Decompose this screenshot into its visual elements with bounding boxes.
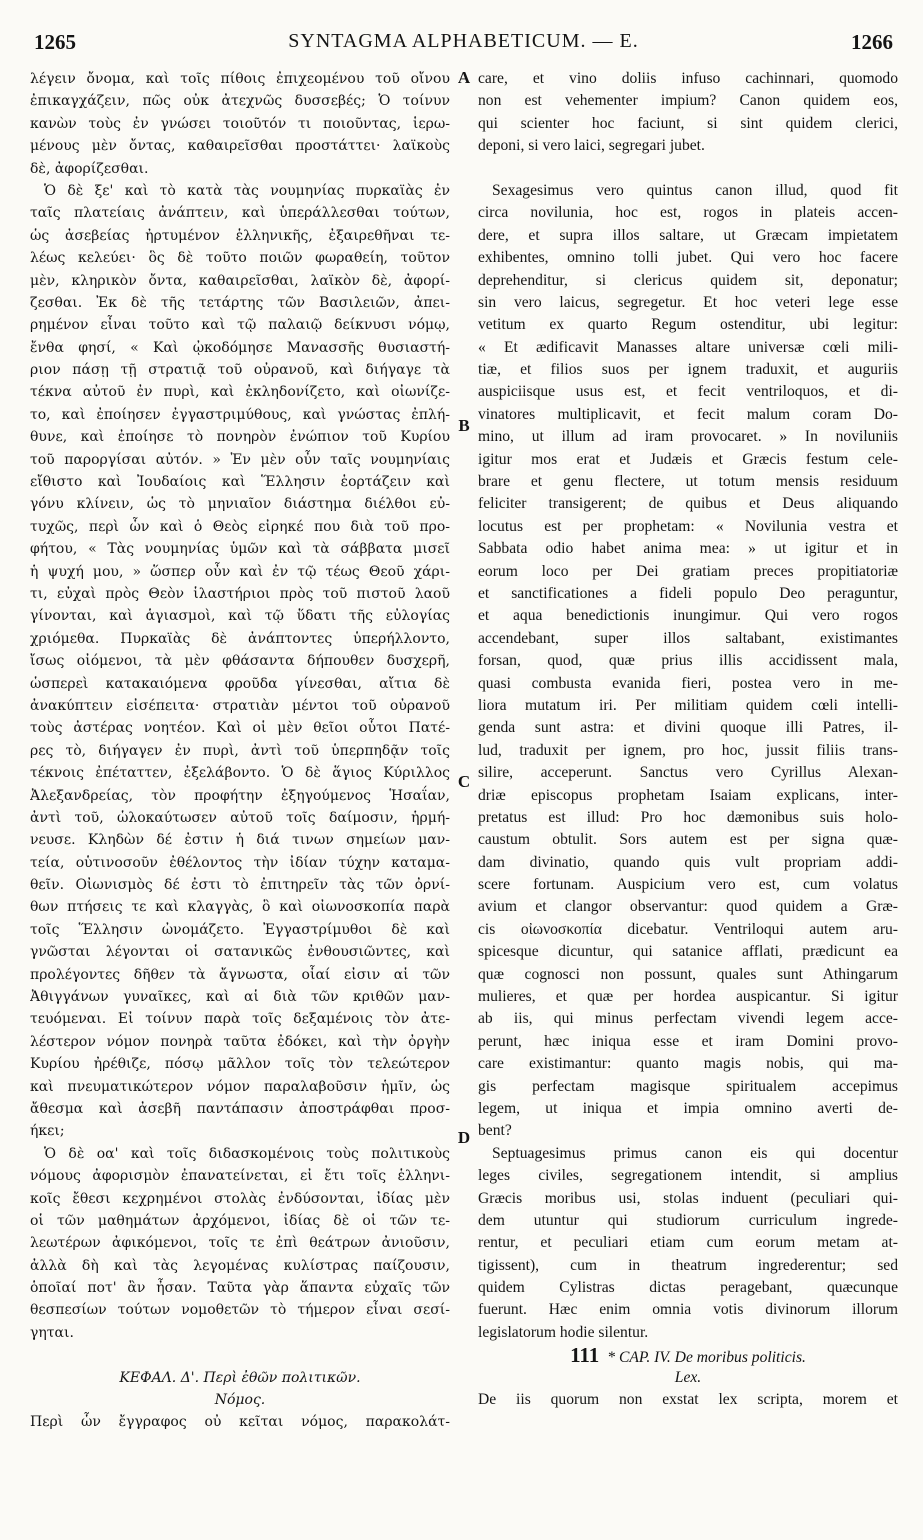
latin-chapter-heading — [478, 1344, 898, 1366]
latin-law-heading: Lex. — [674, 1368, 702, 1386]
latin-text-line: dam divinatio, quando quis vult propriam addi- — [478, 853, 898, 871]
latin-text-line: vetitum ex quarto Regum ostenditur, ubi legitur: — [478, 316, 898, 334]
latin-text-line: bent? — [478, 1122, 512, 1140]
margin-marker-a: A — [457, 68, 471, 87]
latin-text-line: brare et genu flectere, ut totum mensis residuum — [478, 473, 898, 491]
latin-text-line: scere fortunam. Auspicium vero est, cum volatus — [478, 876, 898, 894]
greek-text-line: ἐπικαγχάζειν, πῶς οὐκ ἀτεχνῶς δυσσεβές; Ὁ τοίνυν — [30, 93, 450, 110]
greek-text-line: μὲν, κληρικὸν ὄντα, καθαιρεῖσθαι, λαϊκὸν δὲ, ἀφορί- — [30, 272, 450, 289]
greek-law-heading: Νόμος. — [214, 1392, 266, 1409]
greek-text-line: ὁποῖαί ποτ' ἂν ἦσαν. Ταῦτα γὰρ ἅπαντα εὐχαῖς τῶν — [30, 1280, 450, 1297]
latin-text-line: Sexagesimus vero quintus canon illud, quod fit — [492, 181, 898, 199]
latin-text-line: quæ cognosci non possunt, quales sunt Athingarum — [478, 965, 898, 983]
greek-text-line: δὲ, ἀφορίζεσθαι. — [30, 160, 149, 177]
latin-text-line: tiæ, et filios suos per ignem traduxit, et auguriis — [478, 361, 898, 379]
greek-text-line: τοὺς ἀστέρας νοητέον. Καὶ οἱ μὲν θεῖοι οὗτοι Πατέ- — [30, 720, 450, 737]
greek-text-line: ταῖς πλατείαις ἀνάπτειν, καὶ ὑπεράλλεσθαι τούτων, — [30, 205, 450, 222]
latin-text-line: mino, ut illum ad iram provocaret. » In noviluniis — [478, 428, 898, 446]
chapter-number: 111 — [570, 1343, 600, 1368]
greek-text-line: ἡ ψυχή μου, » ὥσπερ οὖν καὶ ἐν τῷ τέως Θεοῦ χάρι- — [30, 563, 450, 580]
greek-text-line: καὶ πνευματικώτερον νόμον παραλαβοῦσιν ἡμῖν, ὡς — [30, 1078, 450, 1095]
greek-text-line: γηται. — [30, 1324, 74, 1341]
greek-text-line: ἴσως οἰόμενοι, τὰ μὲν φθάσαντα δήπουθεν δυσχερῆ, — [30, 653, 450, 670]
greek-text-line: κοῖς ἔθεσι κεχρημένοι στολὰς ἐνδύσονται, ἰδίας μὲν — [30, 1190, 450, 1207]
greek-text-line: γόνυ κλίνειν, ὡς τὸ μηνιαῖον διάστημα διέλθοι εὐ- — [30, 496, 450, 513]
page-number-right: 1266 — [851, 30, 893, 54]
latin-text-line: rentur, et peculiari etiam cum eorum metam at- — [478, 1234, 898, 1252]
latin-text-line: accendebant, super illos saltabant, existimantes — [478, 629, 898, 647]
greek-text-line: τέκνοις ἐπέταττεν, ἐξελάβοντο. Ὁ δὲ ἅγιος Κύριλλος — [30, 765, 450, 782]
latin-heading-text: * CAP. IV. De moribus politicis. — [607, 1349, 806, 1367]
greek-text-line: ἔνθα φησί, « Καὶ ᾠκοδόμησε Μανασσῆς θυσιαστή- — [30, 339, 450, 356]
latin-text-line: et aqua benedictionis inungimur. Qui vero rogos — [478, 607, 898, 625]
greek-text-line: εἴθιστο καὶ Ἰουδαίοις καὶ Ἕλλησιν ἑορτάζειν καὶ — [30, 474, 450, 491]
greek-chapter-heading: ΚΕΦΑΛ. Δ'. Περὶ ἐθῶν πολιτικῶν. — [119, 1369, 361, 1386]
latin-text-line: pretatus est illud: Pro hoc dæmonibus suis holo- — [478, 808, 898, 826]
margin-marker-b: B — [458, 416, 470, 435]
latin-text-line: deprehenditur, si clericus quidem sit, deponatur; — [478, 271, 898, 289]
greek-text-line: Ἀθιγγάνων γυναῖκες, καὶ αἱ διὰ τῶν κριθῶν μαν- — [30, 989, 450, 1006]
greek-text-line: τοῖς Ἕλλησιν ὠνομάζετο. Ἐγγαστρίμυθοι δὲ καὶ — [30, 921, 450, 938]
greek-text-line: λέγειν ὄνομα, καὶ τοῖς πίθοις ἐπιχεομένου τοῦ οἴνου — [30, 71, 450, 87]
margin-marker-c: C — [457, 772, 471, 791]
latin-text-line: igitur mos erat et Judæis et Græcis festum cele- — [478, 450, 898, 468]
greek-text-line: ζεσθαι. Ἐκ δὲ τῆς τετάρτης τῶν Βασιλειῶν, ἀπει- — [30, 294, 450, 311]
greek-text-line: τι, εὐχαὶ πρὸς Θεὸν ἱλαστήριοι πρὸς τοῦ πιστοῦ λαοῦ — [30, 585, 450, 602]
greek-text-line: το, καὶ ἐποίησεν ἐγγαστριμύθους, καὶ γνώστας ἐπλή- — [30, 406, 450, 423]
greek-text-line: ὡς ἀσεβείας ἠρτυμένον ἑλληνικῆς, ἐξαιρεθῆναι τε- — [30, 227, 450, 244]
latin-text-line: et sanctificationes a fideli populo Deo peraguntur, — [478, 584, 898, 602]
latin-text-line: De iis quorum non exstat lex scripta, morem et — [478, 1391, 898, 1409]
latin-text-line: fuerunt. Hæc enim omnia votis divinorum illorum — [478, 1301, 898, 1319]
latin-text-line: legislatorum hodie silentur. — [478, 1323, 649, 1341]
page-number-left: 1265 — [34, 30, 76, 54]
greek-text-line: ἄθεσμα καὶ ἀσεβῆ παντάπασιν ἀποστράφθαι προσ- — [30, 1100, 450, 1117]
latin-text-line: avium et clangor observantur: quod quidem a Græ- — [478, 898, 898, 916]
latin-text-line: caustum obtulit. Sors autem est per signa quæ- — [478, 831, 898, 849]
latin-text-line: Septuagesimus primus canon eis qui docentur — [492, 1144, 898, 1162]
latin-text-line: qui scienter hoc faciunt, si sint quidem clerici, — [478, 114, 898, 132]
latin-text-line: vinatores multiplicavit, et fecit malum coram Do- — [478, 405, 898, 423]
latin-text-line: dere, et supra illos saltare, ut Græcam impietatem — [478, 226, 898, 244]
latin-text-line: circa novilunia, hoc est, rogos in plateis accen- — [478, 204, 898, 222]
greek-text-line: ἀντὶ τοῦ, ὡλοκαύτωσεν αὐτοῦ τοῖς δαίμοσιν, ἡρμή- — [30, 809, 450, 826]
latin-text-line: « Et ædificavit Manasses altare universæ cœli mili- — [478, 338, 898, 356]
greek-text-line: νευσε. Κληδὼν δέ ἐστιν ἡ διά τινων σημείων μαν- — [30, 832, 450, 849]
latin-text-line: locutus est per prophetam: « Novilunia vestra et — [478, 517, 898, 535]
latin-text-line: deponi, si vero laici, segregari jubet. — [478, 137, 705, 155]
greek-column — [30, 68, 450, 1526]
latin-text-line: ab iis, qui minus perfectam vivendi legem acce- — [478, 1010, 898, 1028]
greek-text-line: οἱ τῶν μαθημάτων ἀρχόμενοι, ἰδίας δὲ οἱ τῶν τε- — [30, 1212, 450, 1229]
greek-text-line: θυνε, καὶ ἐποίησε τὸ πονηρὸν ἐνώπιον τοῦ Κυρίου — [30, 429, 450, 446]
greek-text-line: φήτου, « Τὰς νουμηνίας ὑμῶν καὶ τὰ σάββατα μισεῖ — [30, 541, 450, 558]
latin-text-line: driæ episcopus prophetam Isaiam explicans, inter- — [478, 786, 898, 804]
paragraph-gap — [30, 1344, 450, 1366]
greek-text-line: λέστερον νόμον πονηρὰ ταῦτα ἐδόκει, καὶ τὴν ὀργὴν — [30, 1033, 450, 1050]
latin-text-line: leges civiles, segregationem intendit, si amplius — [478, 1167, 898, 1185]
greek-text-line: ἀλλὰ δὴ καὶ τὰς λεγομένας κυλίστρας παίζουσιν, — [30, 1257, 450, 1274]
latin-text-line: exhibentes, omnino tolli jubet. Qui vero hoc facere — [478, 249, 898, 267]
greek-text-line: Ὁ δὲ οα' καὶ τοῖς διδασκομένοις τοὺς πολιτικοὺς — [44, 1145, 450, 1162]
latin-text-line: sin vero laicus, segregetur. Et hoc veteri lege esse — [478, 293, 898, 311]
greek-text-line: θων πτήσεις τε καὶ κλαγγὰς, ὃ καὶ οἰωνοσκοπία παρὰ — [30, 899, 450, 916]
greek-text-line: γίνονται, καὶ ἁγιασμοὶ, καὶ τῷ ὕδατι τῆς εὐλογίας — [30, 608, 450, 625]
latin-text-line: spicesque dicuntur, qui satanice afflati, prædicunt ea — [478, 943, 898, 961]
greek-text-line: ήκει; — [30, 1123, 65, 1140]
greek-text-line: γνῶσται λέγονται οἱ σατανικῶς ἐνθουσιῶντες, καὶ — [30, 944, 450, 961]
greek-text-line: τοῦ παροργίσαι αὐτόν. » Ἐν μὲν οὖν ταῖς νουμηνίαις — [30, 451, 450, 468]
latin-text-line: forsan, quod, quæ prius illis accidissent mala, — [478, 652, 898, 670]
latin-text-line: tigissent), cum in theatrum ingrederentur; sed — [478, 1256, 898, 1274]
greek-text-line: τέκνα αὐτοῦ ἐν πυρὶ, καὶ ἐκληδονίζετο, καὶ οἰωνίζε- — [30, 384, 450, 401]
latin-text-line: Sabbata odio habet anima mea: » ut igitur et in — [478, 540, 898, 558]
greek-text-line: τευόμεναι. Εἰ τοίνυν παρὰ τοῖς δεξαμένοις τὸν ἀτε- — [30, 1011, 450, 1028]
latin-text-line: liora mutatum iri. Per militiam quidem cœli intelli- — [478, 696, 898, 714]
greek-text-line: λεωτέρων ἀφικόμενοι, τοῖς τε ἐπὶ θεάτρων ἀνιοῦσιν, — [30, 1235, 450, 1252]
margin-marker-d: D — [457, 1128, 471, 1147]
latin-text-line: care existimantur: quanto magis nobis, qui ma- — [478, 1055, 898, 1073]
latin-text-line: auspiciisque usus est, et fecit ventriloquos, et di- — [478, 383, 898, 401]
latin-text-line: quasi combusta evanida fieri, postea vero in me- — [478, 674, 898, 692]
running-title: SYNTAGMA ALPHABETICUM. — E. — [288, 30, 639, 52]
greek-text-line: κανὼν τοὺς ἐν γνώσει τοιοῦτόν τι ποιοῦντας, ἱερω- — [30, 115, 450, 132]
greek-text-line: Ἀλεξανδρείας, τὸν προφήτην ἐξηγούμενος Ἡσαΐαν, — [30, 787, 450, 804]
greek-text-line: ἀνακύπτειν εἰσέπειτα· στρατιὰν μέντοι τοῦ οὐρανοῦ — [30, 697, 450, 714]
latin-text-line: eorum loco per Dei gratiam preces propitiatoriæ — [478, 562, 898, 580]
latin-text-line: non est vehementer impium? Canon quidem eos, — [478, 92, 898, 110]
greek-text-line: τυχῶς, περὶ ὧν καὶ ὁ Θεὸς εἰρηκέ που διὰ τοῦ προ- — [30, 518, 450, 535]
greek-text-line: χριόμεθα. Πυρκαϊὰς δὲ ἀνάπτοντες ὑπερήλλοντο, — [30, 630, 450, 647]
latin-text-line: genda sunt astra: et divini quoque illi Patres, il- — [478, 719, 898, 737]
latin-text-line: quidem Cylistras dictas peragebant, quæcunque — [478, 1279, 898, 1297]
greek-text-line: τεία, οὑτινοσοῦν ἐθέλοντος τὴν ἰδίαν τύχην καταμα- — [30, 854, 450, 871]
latin-text-line: legem, ut iniqua et impia omnino averti de- — [478, 1099, 898, 1117]
greek-text-line: Ὁ δὲ ξε' καὶ τὸ κατὰ τὰς νουμηνίας πυρκαϊὰς ἐν — [44, 182, 450, 199]
greek-text-line: ρημένον εἶναι τοῦτο καὶ τῷ παλαιῷ δείκνυσι νόμῳ, — [30, 317, 450, 334]
latin-column — [478, 68, 898, 1526]
latin-text-line: perunt, hæc iniqua esse et iram Domini provo- — [478, 1032, 898, 1050]
greek-text-line: λέως κελεύει· ὃς δὲ τοῦτο ποιῶν φωραθείη, τοῦτον — [30, 250, 450, 267]
latin-text-line: dem utuntur qui studiorum curriculum ingrede- — [478, 1211, 898, 1229]
greek-text-line: νόμους ἀφορισμὸν ἐπανατείνεται, εἰ ἔτι τοῖς ἑλληνι- — [30, 1168, 450, 1185]
greek-text-line: μένους μὲν ὄντας, καθαιρεῖσθαι προστάττει· λαϊκοὺς — [30, 138, 450, 155]
greek-text-line: Κυρίου ἠρέθιζε, πόσῳ μᾶλλον τοῖς τὸν τελεώτερον — [30, 1056, 450, 1073]
greek-text-line: Περὶ ὧν ἔγγραφος οὐ κεῖται νόμος, παρακολάτ- — [30, 1414, 450, 1431]
latin-text-line: feliciter transigerent; de quibus et Deus aliquando — [478, 495, 898, 513]
latin-text-line: Græcis moribus usi, stolas induent (peculiari qui- — [478, 1189, 898, 1207]
latin-text-line: gis perfectam magisque spiritualem accepimus — [478, 1077, 898, 1095]
greek-text-line: θεῖν. Οἰωνισμὸς δέ ἐστι τὸ ἐπιτηρεῖν τὰς τῶν ὀρνί- — [30, 877, 450, 894]
greek-text-line: ρες τὸ, διήγαγεν ἐν πυρὶ, ἀντὶ τοῦ ὑπερπηδᾷν τοῖς — [30, 742, 450, 759]
greek-text-line: ὡσπερεὶ κατακαιόμενα φροῦδα γίνεσθαι, αἴτια δὲ — [30, 675, 450, 692]
latin-text-line: cis οἰωνοσκοπία dicebatur. Ventriloqui autem aru- — [478, 920, 898, 938]
greek-text-line: ριον πάσῃ τῇ στρατιᾷ τοῦ οὐρανοῦ, καὶ διήγαγε τὰ — [30, 362, 450, 379]
latin-text-line: lud, traduxit per ignem, pro hoc, jussit filiis trans- — [478, 741, 898, 759]
page-header — [34, 30, 893, 58]
latin-text-line: mulieres, et quæ per hordea auspicantur. Si igitur — [478, 988, 898, 1006]
latin-text-line: silire, acceperunt. Sanctus vero Cyrillus Alexan- — [478, 764, 898, 782]
latin-text-line: care, et vino doliis infuso cachinnari, quomodo — [478, 70, 898, 87]
greek-text-line: προλέγοντες δῆθεν τὰ ἄγνωστα, οἷαί εἰσιν αἱ τῶν — [30, 966, 450, 983]
paragraph-gap — [478, 158, 898, 180]
greek-text-line: θεσπεσίων τούτων νομοθετῶν τὸ τήμερον εἶναι σεσί- — [30, 1302, 450, 1319]
